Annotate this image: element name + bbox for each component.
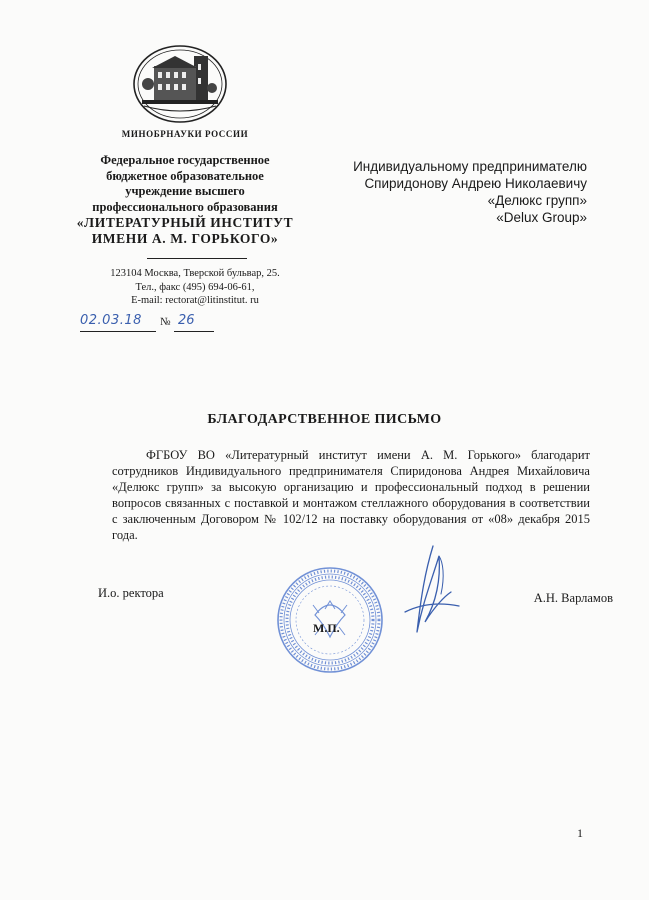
registration-number: 26 [178, 313, 195, 328]
date-underline [80, 331, 156, 332]
recipient-line: «Delux Group» [496, 210, 587, 225]
signatory-position: И.о. ректора [98, 586, 164, 600]
address-line: E-mail: rectorat@litinstitut. ru [131, 295, 259, 306]
number-underline [174, 331, 214, 332]
signatory-name: А.Н. Варламов [533, 591, 613, 605]
org-line: профессионального образования [92, 199, 278, 214]
page-number: 1 [577, 826, 583, 840]
recipient-block [353, 158, 587, 226]
recipient-line: Спиридонову Андрею Николаевичу [364, 176, 587, 191]
official-seal-stamp [275, 565, 385, 675]
recipient-line: «Делюкс групп» [487, 193, 587, 208]
org-line: «ЛИТЕРАТУРНЫЙ ИНСТИТУТ [76, 215, 294, 230]
header-divider [147, 258, 247, 259]
ministry-name: МИНОБРНАУКИ РОССИИ [121, 129, 249, 139]
org-line: ИМЕНИ А. М. ГОРЬКОГО» [91, 230, 279, 246]
registration-date: 02.03.18 [80, 313, 142, 328]
org-line: учреждение высшего [125, 184, 245, 198]
registration-line [80, 309, 220, 339]
recipient-line: Индивидуальному предпринимателю [353, 159, 587, 174]
organization-name [50, 153, 320, 246]
institute-building-logo [132, 44, 228, 124]
letter-body: ФГБОУ ВО «Литературный институт имени А. М. Горького» благодарит сотрудников Индивидуального предпринимателя Спиридонова Андрея Михайловича «Делюкс групп» за высокую организацию и профессиональный подход в решении вопросов связанных с поставкой и монтажом стеллажного оборудования в соответствии с заключенным Договором № 102/12 на поставку оборудования от «08» декабря 2015 года. [112, 448, 590, 542]
stamp-place-label: М.П. [313, 621, 340, 635]
handwritten-signature [395, 542, 465, 642]
address-line: Тел., факс (495) 694-06-61, [135, 281, 255, 293]
org-line: бюджетное образовательное [106, 168, 264, 183]
address-line: 123104 Москва, Тверской бульвар, 25. [110, 268, 280, 279]
registration-number-label: № [160, 316, 171, 328]
organization-address [50, 267, 340, 308]
letter-title: БЛАГОДАРСТВЕННОЕ ПИСЬМО [207, 412, 442, 427]
org-line: Федеральное государственное [100, 153, 270, 167]
